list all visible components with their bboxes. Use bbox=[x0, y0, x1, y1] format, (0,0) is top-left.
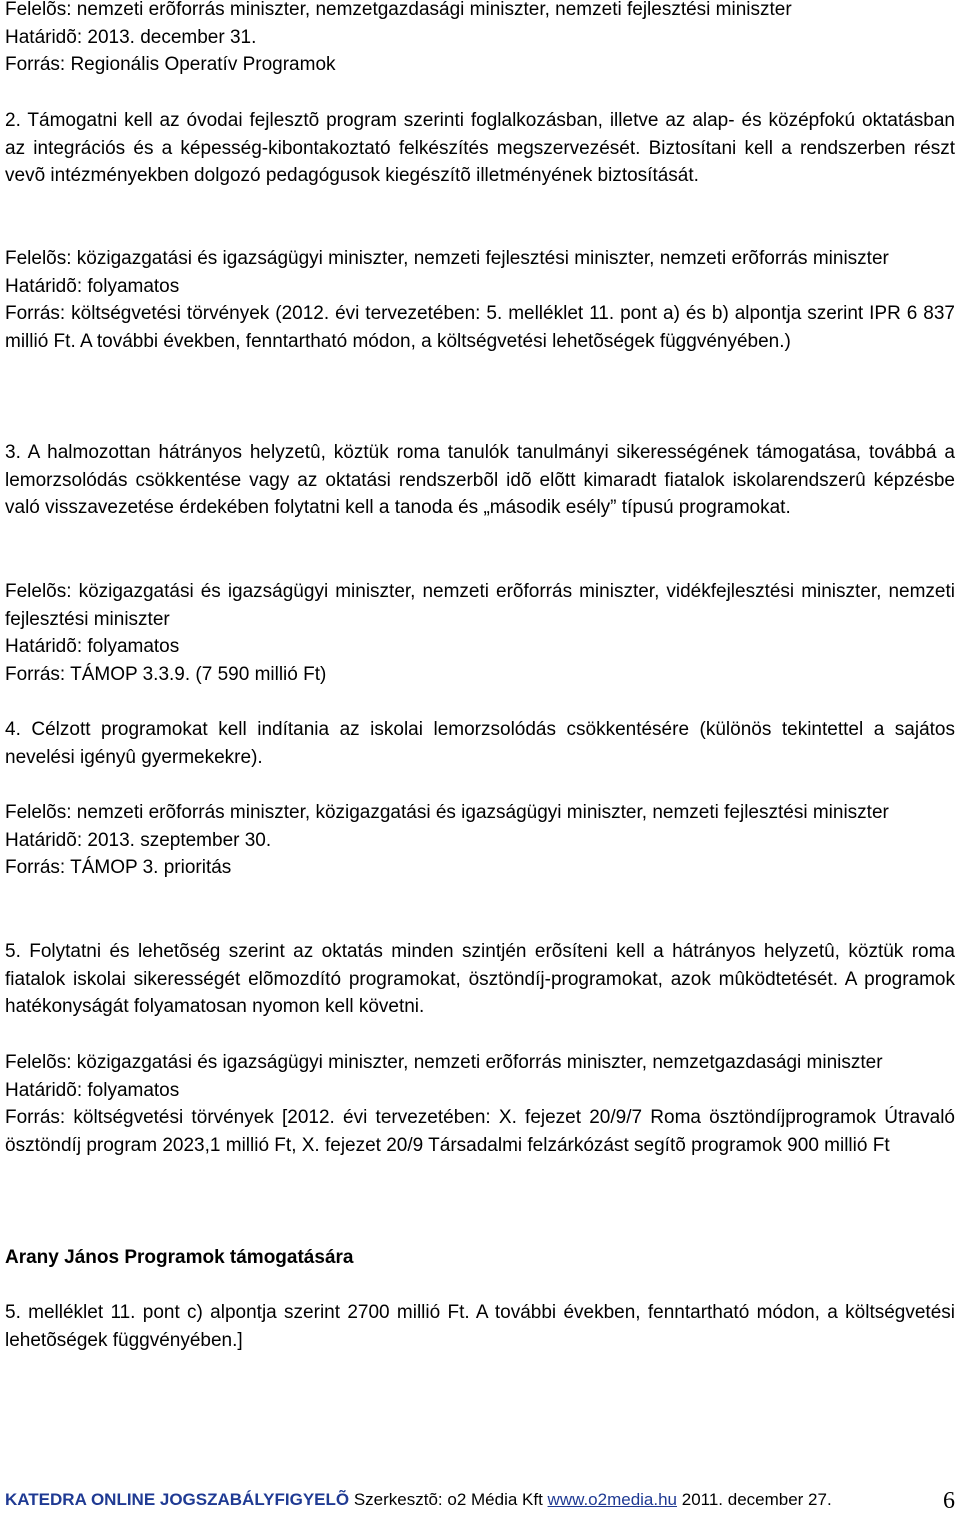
item-3-felelos: Felelõs: közigazgatási és igazságügyi miniszter, nemzeti erõforrás miniszter, vidékfejlesztési miniszter, nemzeti fejlesztési miniszter bbox=[5, 581, 955, 630]
item-4-hatarido: Határidõ: 2013. szeptember 30. bbox=[5, 829, 272, 851]
item-3-hatarido: Határidõ: folyamatos bbox=[5, 636, 180, 658]
top-forras-line: Forrás: Regionális Operatív Programok bbox=[5, 54, 336, 76]
item-5-forras: Forrás: költségvetési törvények [2012. évi tervezetében: X. fejezet 20/9/7 Roma ösztöndíjprogramok Útravaló ösztöndíj program 2023,1 millió Ft, X. fejezet 20/9 Társadalmi felzárkózást segítõ programok 900 millió Ft bbox=[5, 1107, 955, 1156]
top-felelos-block bbox=[5, 0, 955, 79]
item-4-meta bbox=[5, 799, 955, 882]
footer-brand: KATEDRA ONLINE JOGSZABÁLYFIGYELÕ bbox=[5, 1490, 350, 1509]
footer-editor: Szerkesztõ: o2 Média Kft bbox=[349, 1490, 548, 1509]
item-2-paragraph: 2. Támogatni kell az óvodai fejlesztõ program szerinti foglalkozásban, illetve az alap- és középfokú oktatásban az integrációs és a képesség-kibontakoztató felkészítés megszervezését. Biztosítani kell a rendszerben részt vevõ intézményekben dolgozó pedagógusok kiegészítõ illetményének biztosítását. bbox=[5, 110, 955, 187]
item-5-felelos: Felelõs: közigazgatási és igazságügyi miniszter, nemzeti erõforrás miniszter, nemzetgazdasági miniszter bbox=[5, 1052, 883, 1073]
item-2-felelos: Felelõs: közigazgatási és igazságügyi miniszter, nemzeti fejlesztési miniszter, nemzeti erõforrás miniszter bbox=[5, 248, 889, 269]
item-3-forras: Forrás: TÁMOP 3.3.9. (7 590 millió Ft) bbox=[5, 663, 327, 685]
page-number: 6 bbox=[943, 1488, 955, 1514]
item-3-paragraph: 3. A halmozottan hátrányos helyzetû, köztük roma tanulók tanulmányi sikerességének támogatása, továbbá a lemorzsolódás csökkentése vagy az oktatási rendszerbõl idõ elõtt kimaradt fiatalok iskolarendszerû képzésbe való visszavezetése érdekében folytatni kell a tanoda és „második esély” típusú programokat. bbox=[5, 442, 955, 519]
footer-link[interactable]: www.o2media.hu bbox=[547, 1490, 678, 1509]
item-4-paragraph: 4. Célzott programokat kell indítania az iskolai lemorzsolódás csökkentésére (különös tekintettel a sajátos nevelési igényû gyermekekre). bbox=[5, 719, 955, 768]
item-2-forras: Forrás: költségvetési törvények (2012. évi tervezetében: 5. melléklet 11. pont a) és b) alpontja szerint IPR 6 837 millió Ft. A további években, fenntartható módon, a költségvetési lehetõségek függvényében.) bbox=[5, 303, 955, 352]
top-felelos-line: Felelõs: nemzeti erõforrás miniszter, nemzetgazdasági miniszter, nemzeti fejlesztési miniszter bbox=[5, 0, 792, 20]
arany-heading: Arany János Programok támogatására bbox=[5, 1247, 354, 1268]
item-5-hatarido: Határidõ: folyamatos bbox=[5, 1079, 180, 1101]
footer-date: 2011. december 27. bbox=[677, 1490, 832, 1509]
item-3-meta bbox=[5, 578, 955, 688]
arany-paragraph: 5. melléklet 11. pont c) alpontja szerint 2700 millió Ft. A további években, fenntartható módon, a költségvetési lehetõségek függvényében.] bbox=[5, 1302, 955, 1351]
item-5-meta bbox=[5, 1049, 955, 1159]
item-2-meta bbox=[5, 245, 955, 355]
item-4-felelos: Felelõs: nemzeti erõforrás miniszter, közigazgatási és igazságügyi miniszter, nemzeti fejlesztési miniszter bbox=[5, 802, 889, 823]
page-footer bbox=[5, 1488, 955, 1512]
top-hatarido-line: Határidõ: 2013. december 31. bbox=[5, 26, 257, 48]
item-5-paragraph: 5. Folytatni és lehetõség szerint az oktatás minden szintjén erõsíteni kell a hátrányos helyzetû, köztük roma fiatalok iskolai sikerességét elõmozdító programokat, ösztöndíj-programokat, azok mûködtetését. A programok hatékonyságát folyamatosan nyomon kell követni. bbox=[5, 941, 955, 1018]
item-2-hatarido: Határidõ: folyamatos bbox=[5, 275, 180, 297]
item-4-forras: Forrás: TÁMOP 3. prioritás bbox=[5, 857, 232, 879]
